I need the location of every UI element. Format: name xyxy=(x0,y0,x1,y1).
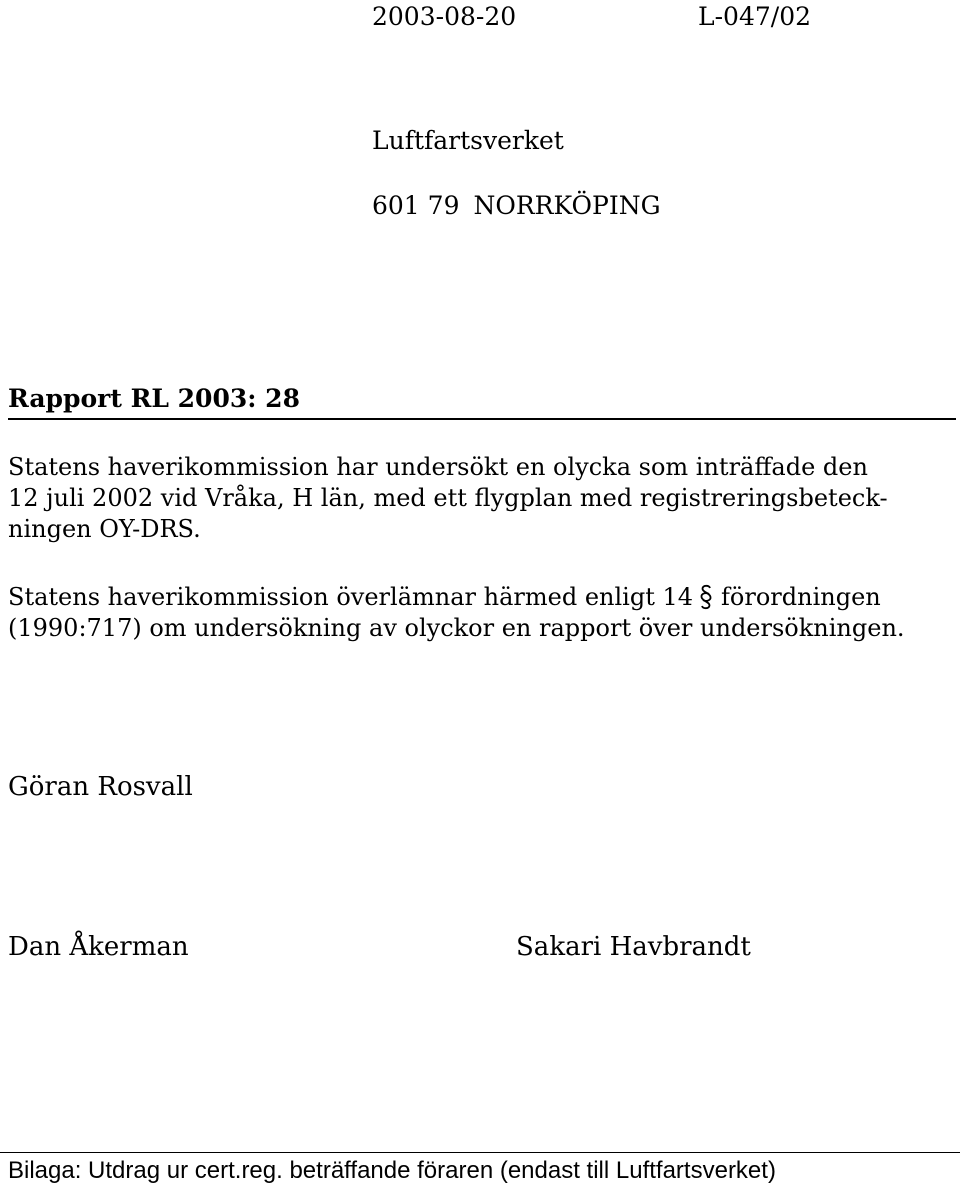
signature-name: Dan Åkerman xyxy=(8,932,189,962)
recipient-postal-code: 601 79 xyxy=(372,191,460,220)
paragraph-text: förordningen xyxy=(721,583,881,611)
signature-name: Sakari Havbrandt xyxy=(516,932,751,962)
paragraph-line: (1990:717) om undersökning av olyckor en rapport över undersökningen. xyxy=(8,614,905,642)
reference-number: L-047/02 xyxy=(698,2,812,31)
recipient-name: Luftfartsverket xyxy=(372,126,564,155)
signature-name: Göran Rosvall xyxy=(8,772,193,802)
attachment-note: Bilaga: Utdrag ur cert.reg. beträffande föraren (endast till Luftfartsverket) xyxy=(8,1157,776,1184)
footer-divider xyxy=(0,1152,960,1153)
title-divider xyxy=(8,418,956,420)
document-date: 2003-08-20 xyxy=(372,2,517,31)
recipient-city: NORRKÖPING xyxy=(473,191,661,220)
submission-paragraph xyxy=(8,582,953,644)
recipient-address xyxy=(372,191,661,220)
paragraph-line: Statens haverikommission har undersökt en olycka som inträffade den xyxy=(8,453,868,481)
intro-paragraph xyxy=(8,452,953,545)
paragraph-text: Statens haverikommission överlämnar härmed enligt 14 xyxy=(8,583,694,611)
section-sign-icon xyxy=(697,583,715,611)
report-title: Rapport RL 2003: 28 xyxy=(8,384,300,413)
paragraph-line: ningen OY-DRS. xyxy=(8,515,201,543)
paragraph-line: 12 juli 2002 vid Vråka, H län, med ett flygplan med registreringsbeteck- xyxy=(8,484,888,512)
paragraph-line xyxy=(8,582,953,613)
